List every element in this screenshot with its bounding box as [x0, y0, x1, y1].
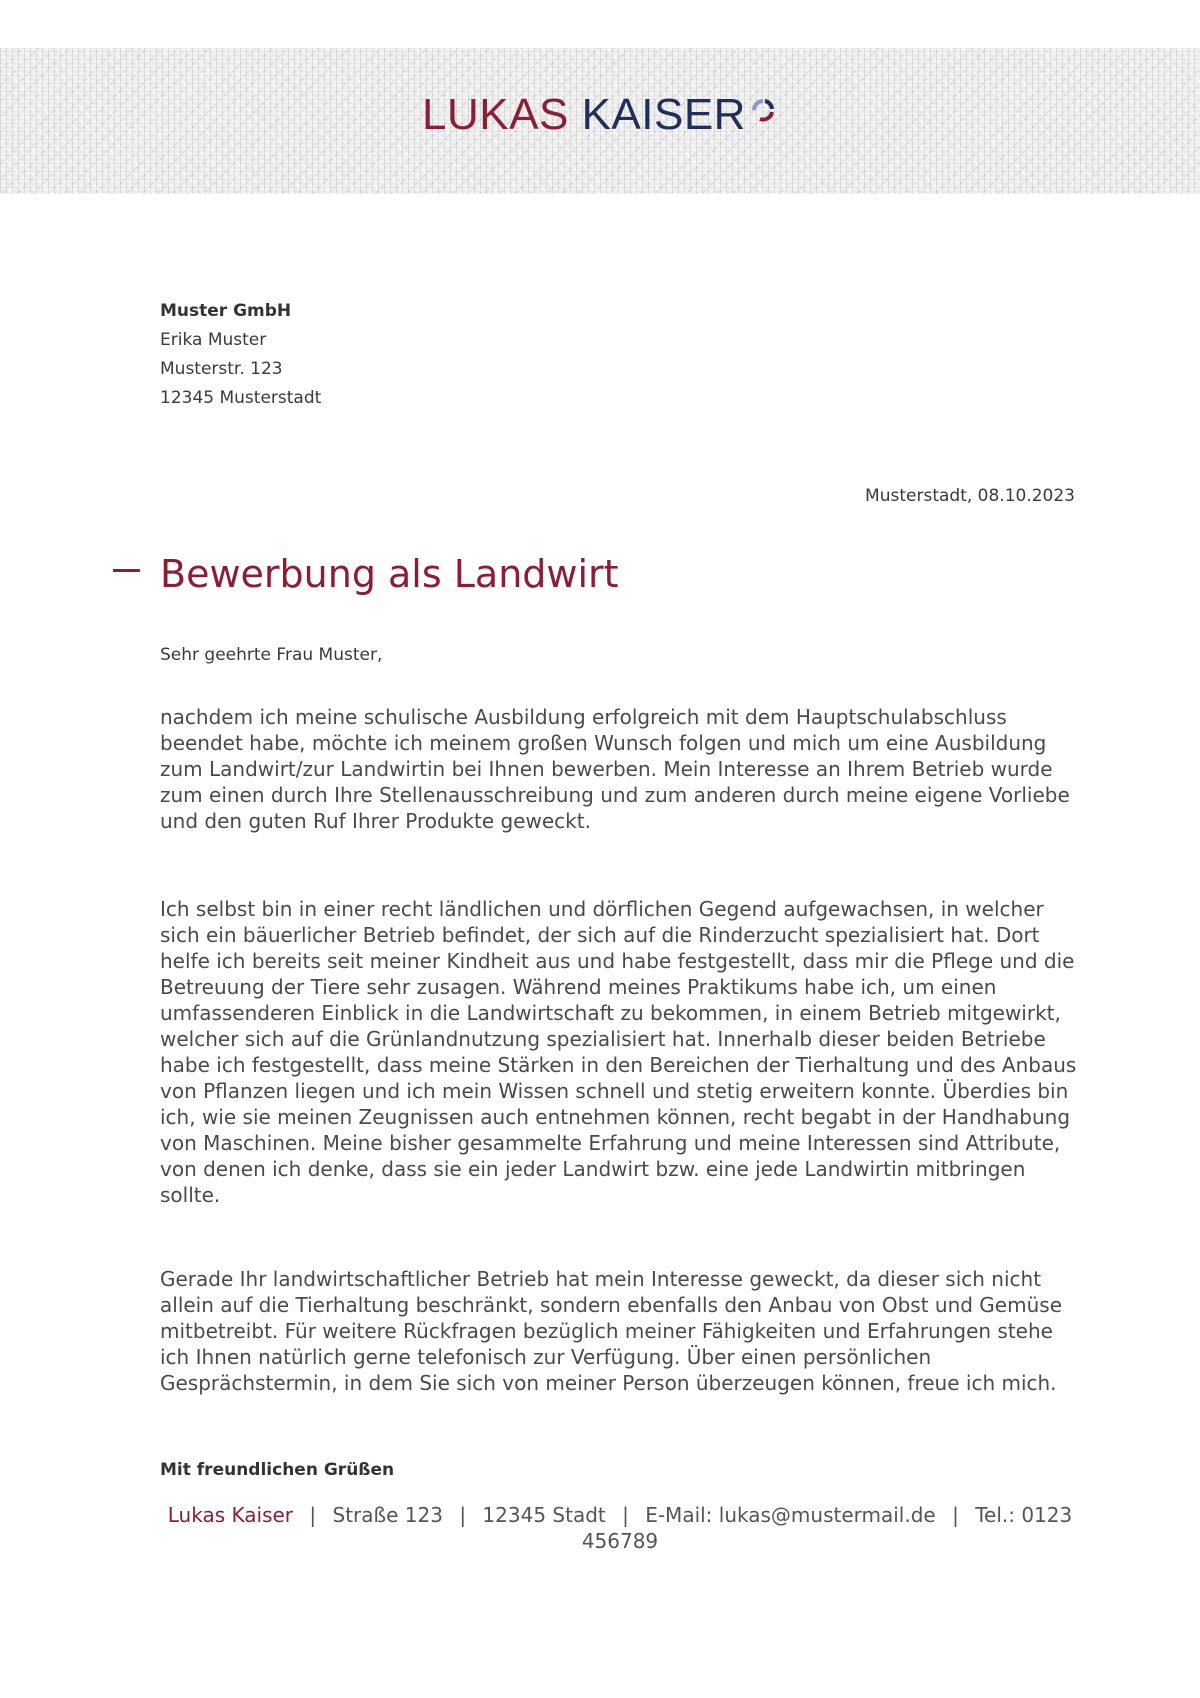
footer-separator: | [952, 1503, 959, 1527]
salutation: Sehr geehrte Frau Muster, [160, 645, 383, 665]
footer-email[interactable]: E-Mail: lukas@mustermail.de [645, 1503, 936, 1527]
recipient-address [160, 297, 321, 413]
letter-title: Bewerbung als Landwirt [160, 552, 619, 596]
closing: Mit freundlichen Grüßen [160, 1460, 395, 1480]
recipient-company: Muster GmbH [160, 301, 292, 321]
logo-first-name: LUKAS [422, 90, 569, 139]
recipient-name: Erika Muster [160, 330, 267, 350]
paragraph: nachdem ich meine schulische Ausbildung erfolgreich mit dem Hauptschulabschluss beendet habe, möchte ich meinem großen Wunsch folgen und mich um eine Ausbildung zum Landwirt/zur Landwirtin bei Ihnen bewerben. Mein Interesse an Ihrem Betrieb wurde zum einen durch Ihre Stellenausschreibung und zum anderen durch meine eigene Vorliebe und den guten Ruf Ihrer Produkte geweckt. [160, 705, 1070, 833]
logo [0, 90, 1200, 139]
recipient-city: 12345 Musterstadt [160, 388, 322, 408]
footer-separator: | [309, 1503, 317, 1527]
title-accent-dash [113, 569, 140, 572]
footer-separator: | [622, 1503, 629, 1527]
footer-separator: | [459, 1503, 467, 1527]
footer-contact [160, 1502, 1080, 1554]
footer-phone: Tel.: 0123 456789 [581, 1503, 1073, 1553]
paragraph: Gerade Ihr landwirtschaftlicher Betrieb hat mein Interesse geweckt, da dieser sich nicht allein auf die Tierhaltung beschränkt, sondern ebenfalls den Anbau von Obst und Gemüse mitbetreibt. Für weitere Rückfragen bezüglich meiner Fähigkeiten und Erfahrungen stehe ich Ihnen natürlich gerne telefonisch zur Verfügung. Über einen persönlichen Gesprächstermin, in dem Sie sich von meiner Person überzeugen können, freue ich mich. [160, 1267, 1062, 1395]
letter-date: Musterstadt, 08.10.2023 [865, 486, 1075, 506]
footer-street: Straße 123 [332, 1503, 443, 1527]
recipient-street: Musterstr. 123 [160, 359, 283, 379]
paragraph: Ich selbst bin in einer recht ländlichen und dörflichen Gegend aufgewachsen, in welcher sich ein bäuerlicher Betrieb befindet, der sich auf die Rinderzucht spezialisiert hat. Dort helfe ich bereits seit meiner Kindheit aus und habe festgestellt, dass mir die Pflege und die Betreuung der Tiere sehr zusagen. Während meines Praktikums habe ich, um einen umfassenderen Einblick in die Landwirtschaft zu bekommen, in einem Betrieb mitgewirkt, welcher sich auf die Grünlandnutzung spezialisiert hat. Innerhalb dieser beiden Betriebe habe ich festgestellt, dass meine Stärken in den Bereichen der Tierhaltung und des Anbaus von Pflanzen liegen und ich mein Wissen schnell und stetig erweitern konnte. Überdies bin ich, wie sie meinen Zeugnissen auch entnehmen können, recht begabt in der Handhabung von Maschinen. Meine bisher gesammelte Erfahrung und meine Interessen sind Attribute, von denen ich denke, dass sie ein jeder Landwirt bzw. eine jede Landwirtin mitbringen sollte. [160, 897, 1077, 1207]
footer-name: Lukas Kaiser [167, 1503, 294, 1527]
logo-last-name: KAISER [581, 90, 746, 139]
circular-arrows-icon [748, 89, 778, 133]
footer-city: 12345 Stadt [482, 1503, 606, 1527]
